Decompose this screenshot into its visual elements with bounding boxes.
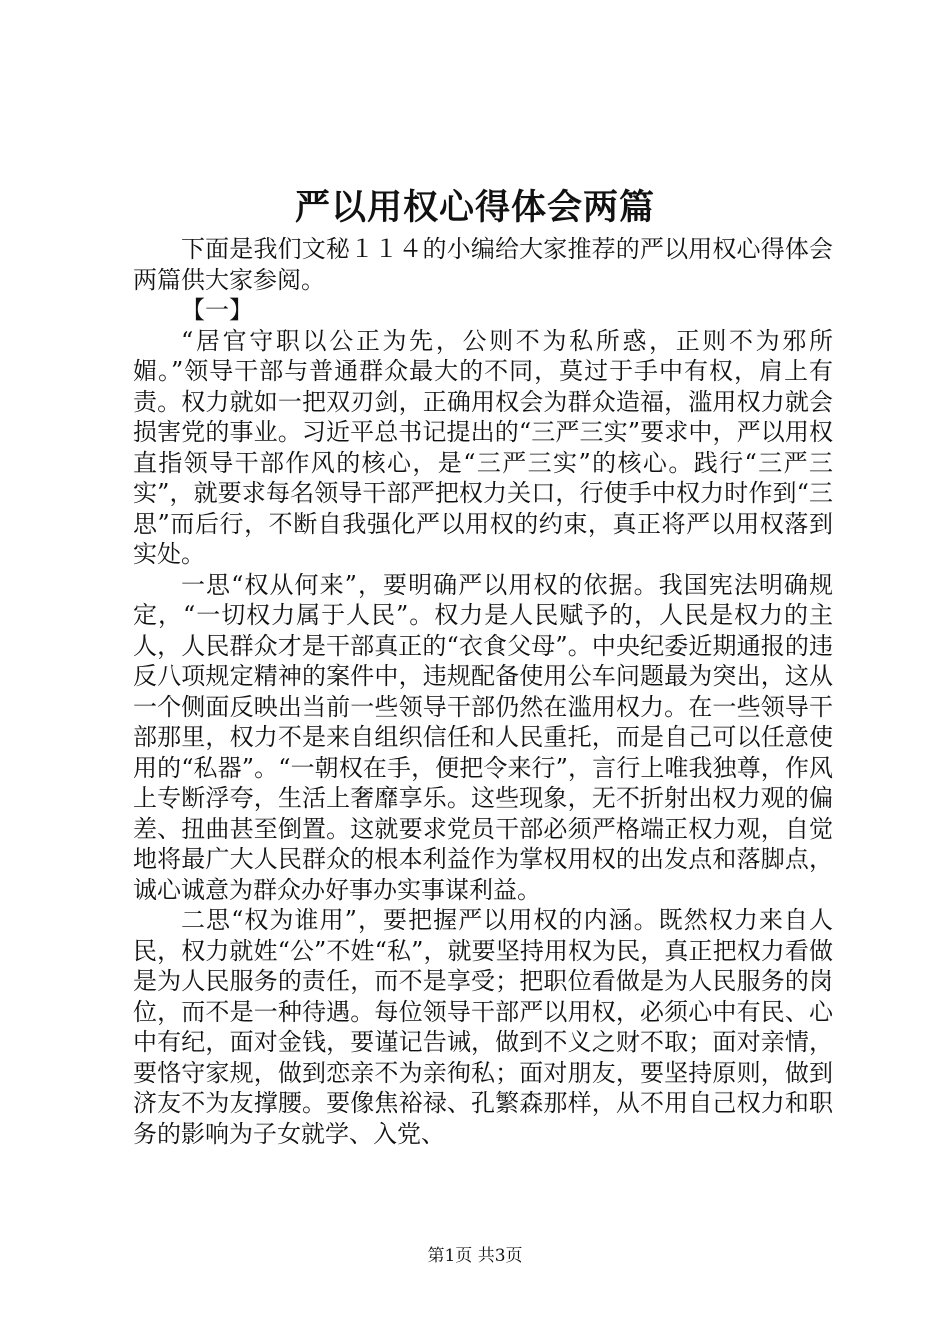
page-footer: 第1页 共3页 — [427, 1246, 523, 1266]
paragraph-2: 一思“权从何来”，要明确严以用权的依据。我国宪法明确规定，“一切权力属于人民”。权力是人民赋予的，人民是权力的主人，人民群众才是干部真正的“衣食父母”。中央纪委近期通报的违反八项规定精神的案件中，违规配备使用公车问题最为突出，这从一个侧面反映出当前一些领导干部仍然在滥用权力。在一些领导干部那里，权力不是来自组织信任和人民重托，而是自己可以任意使用的“私器”。“一朝权在手，便把令来行”，言行上唯我独尊，作风上专断浮夸，生活上奢靡享乐。这些现象，无不折射出权力观的偏差、扭曲甚至倒置。这就要求党员干部必须严格端正权力观，自觉地将最广大人民群众的根本利益作为掌权用权的出发点和落脚点，诚心诚意为群众办好事办实事谋利益。 — [133, 570, 833, 904]
document-body — [133, 234, 833, 1149]
document-title: 严以用权心得体会两篇 — [294, 187, 655, 228]
paragraph-3: 二思“权为谁用”，要把握严以用权的内涵。既然权力来自人民，权力就姓“公”不姓“私”，就要坚持用权为民，真正把权力看做是为人民服务的责任，而不是享受；把职位看做是为人民服务的岗位，而不是一种待遇。每位领导干部严以用权，必须心中有民、心中有纪，面对金钱，要谨记告诫，做到不义之财不取；面对亲情，要恪守家规，做到恋亲不为亲徇私；面对朋友，要坚持原则，做到济友不为友撑腰。要像焦裕禄、孔繁森那样，从不用自己权力和职务的影响为子女就学、入党、 — [133, 906, 833, 1148]
paragraph-intro: 下面是我们文秘１１４的小编给大家推荐的严以用权心得体会两篇供大家参阅。 — [133, 235, 833, 294]
paragraph-1: “居官守职以公正为先，公则不为私所惑，正则不为邪所媚。”领导干部与普通群众最大的不同，莫过于手中有权，肩上有责。权力就如一把双刃剑，正确用权会为群众造福，滥用权力就会损害党的事业。习近平总书记提出的“三严三实”要求中，严以用权直指领导干部作风的核心，是“三严三实”的核心。践行“三严三实”，就要求每名领导干部严把权力关口，行使手中权力时作到“三思”而后行，不断自我强化严以用权的约束，真正将严以用权落到实处。 — [133, 326, 833, 568]
section-heading-one: 【一】 — [181, 296, 253, 324]
